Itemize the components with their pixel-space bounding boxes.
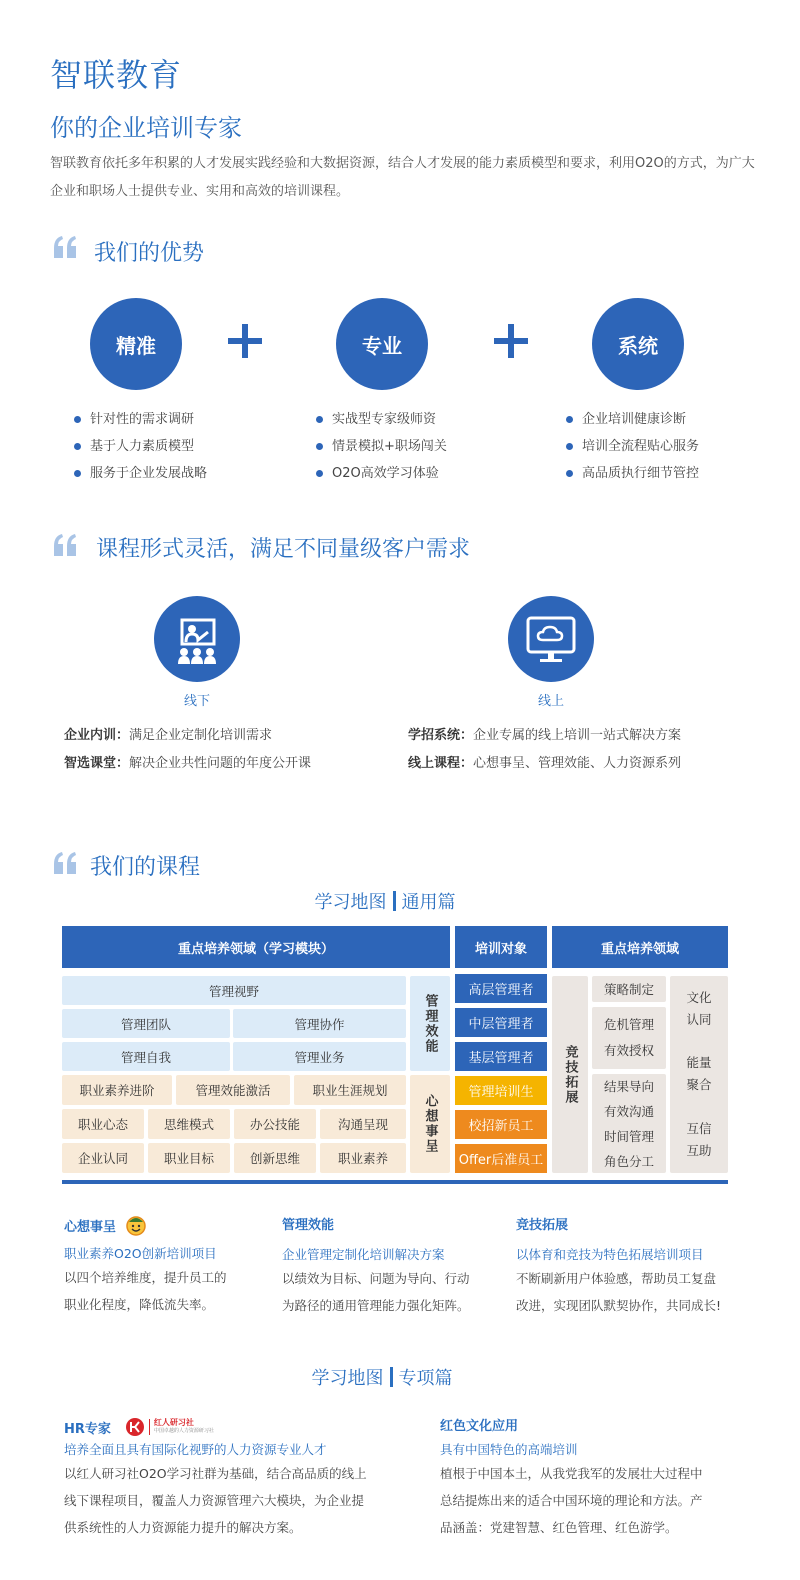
offline-label: 线下 <box>183 694 210 709</box>
vertical-label: 竞技拓展 <box>562 1044 578 1105</box>
logo-subtext: 中国卓越的人力资源研习社 <box>153 1428 214 1434</box>
table-cell: 管理协作 <box>233 1009 406 1038</box>
culture-line: 能量 <box>686 1055 712 1071</box>
map-title-special <box>232 1364 532 1390</box>
text-line: 总结提炼出来的适合中国环境的理论和方法。产 <box>440 1493 703 1508</box>
table-cell: 创新思维 <box>234 1143 316 1173</box>
row-text: 解决企业共性问题的年度公开课 <box>129 756 312 771</box>
special-text <box>440 1460 760 1541</box>
plus-icon <box>228 324 262 358</box>
course-col-1 <box>64 1214 264 1318</box>
online-row-2 <box>408 752 681 771</box>
col-title: 竞技拓展 <box>516 1218 569 1233</box>
quote-icon <box>52 534 78 556</box>
list-item: 高品质执行细节管控 <box>564 460 699 487</box>
text-line: 以绩效为目标、问题为导向、行动 <box>282 1271 470 1286</box>
target-trainee: 管理培训生 <box>455 1076 547 1105</box>
classroom-icon <box>154 596 240 682</box>
section-title-formats: 课程形式灵活，满足不同量级客户需求 <box>96 537 471 562</box>
offline-row-1 <box>64 724 272 743</box>
list-item: 服务于企业发展战略 <box>72 460 207 487</box>
list-item: 针对性的需求调研 <box>72 406 207 433</box>
cell-line: 时间管理 <box>603 1128 654 1144</box>
advantage-list-1 <box>72 406 207 487</box>
table-bottom-rule <box>62 1180 728 1184</box>
text-line: 为路径的通用管理能力强化矩阵。 <box>282 1298 470 1313</box>
target-graduate: 校招新员工 <box>455 1110 547 1139</box>
text-line: 以四个培养维度，提升员工的 <box>64 1270 227 1285</box>
table-cell: 管理自我 <box>62 1042 230 1071</box>
culture-line: 聚合 <box>686 1077 712 1093</box>
map-title-general <box>235 888 535 914</box>
online-circle <box>508 596 594 682</box>
culture-line: 互信 <box>686 1121 712 1137</box>
map-title-right: 专项篇 <box>398 1368 453 1389</box>
vertical-label: 管理效能 <box>422 993 438 1054</box>
special-col-red <box>440 1416 760 1541</box>
table-cell <box>592 1007 666 1069</box>
culture-item <box>686 1052 711 1096</box>
culture-line: 互助 <box>686 1143 712 1159</box>
quote-icon <box>52 852 78 874</box>
table-cell: 企业认同 <box>62 1143 144 1173</box>
col-text <box>64 1264 264 1318</box>
table-cell: 管理视野 <box>62 976 406 1005</box>
table-culture-column <box>670 976 728 1173</box>
table-vertical-sport <box>552 976 588 1173</box>
text-line: 不断刷新用户体验感，帮助员工复盘 <box>516 1271 717 1286</box>
target-senior: 高层管理者 <box>455 974 547 1003</box>
culture-line: 文化 <box>686 989 712 1005</box>
row-text: 企业专属的线上培训一站式解决方案 <box>473 728 682 743</box>
special-title: 红色文化应用 <box>440 1419 519 1434</box>
special-title: HR专家 <box>64 1421 111 1437</box>
advantage-circle-3: 系统 <box>592 298 684 390</box>
quote-icon <box>52 236 78 258</box>
table-cell: 办公技能 <box>234 1109 316 1139</box>
text-line: 品涵盖：党建智慧、红色管理、红色游学。 <box>440 1520 678 1535</box>
tagline: 你的企业培训专家 <box>50 114 242 142</box>
list-item: 情景模拟+职场闯关 <box>314 433 447 460</box>
list-item: 基于人力素质模型 <box>72 433 207 460</box>
table-cell: 职业心态 <box>62 1109 144 1139</box>
smiley-icon <box>125 1214 147 1236</box>
list-item: O2O高效学习体验 <box>314 460 447 487</box>
culture-item <box>686 987 711 1031</box>
logo-text: 红人研习社 <box>153 1418 194 1427</box>
list-item: 培训全流程贴心服务 <box>564 433 699 460</box>
table-cell: 职业生涯规划 <box>294 1075 406 1105</box>
table-cell: 管理效能激活 <box>176 1075 290 1105</box>
cell-line: 有效授权 <box>603 1043 654 1058</box>
special-col-hr <box>64 1416 404 1541</box>
brand-title: 智联教育 <box>50 56 183 94</box>
table-header-modules: 重点培养领域（学习模块） <box>62 926 450 968</box>
table-cell: 管理团队 <box>62 1009 230 1038</box>
culture-item <box>686 1118 711 1162</box>
list-item: 实战型专家级师资 <box>314 406 447 433</box>
table-vertical-heart <box>410 1075 450 1173</box>
row-key: 线上课程： <box>408 756 474 771</box>
text-line: 植根于中国本土，从我党我军的发展壮大过程中 <box>440 1466 703 1481</box>
target-junior: 基层管理者 <box>455 1042 547 1071</box>
vertical-label: 心想事呈 <box>422 1094 438 1154</box>
target-offer: Offer后准员工 <box>455 1144 547 1173</box>
course-col-3 <box>516 1214 746 1319</box>
advantage-list-3 <box>564 406 699 487</box>
col-title-text: 心想事呈 <box>64 1220 117 1235</box>
course-col-2 <box>282 1214 502 1319</box>
offline-circle <box>154 596 240 682</box>
col-title <box>64 1214 264 1236</box>
col-title: 管理效能 <box>282 1218 335 1233</box>
table-cell: 职业素养进阶 <box>62 1075 172 1105</box>
table-header-targets: 培训对象 <box>455 926 547 968</box>
table-cell <box>592 1074 666 1173</box>
special-subtitle: 培养全面且具有国际化视野的人力资源专业人才 <box>64 1442 327 1457</box>
row-key: 学招系统： <box>408 728 474 743</box>
col-text <box>516 1265 746 1319</box>
table-cell: 沟通呈现 <box>320 1109 406 1139</box>
offline-row-2 <box>64 752 311 771</box>
table-cell: 策略制定 <box>592 976 666 1002</box>
text-line: 供系统性的人力资源能力提升的解决方案。 <box>64 1520 302 1535</box>
list-item: 企业培训健康诊断 <box>564 406 699 433</box>
text-line: 改进，实现团队默契协作，共同成长! <box>516 1298 722 1313</box>
table-vertical-mgmt <box>410 976 450 1071</box>
text-line: 线下课程项目，覆盖人力资源管理六大模块，为企业提 <box>64 1493 365 1508</box>
plus-icon <box>494 324 528 358</box>
cell-line: 危机管理 <box>603 1017 654 1032</box>
table-cell: 思维模式 <box>148 1109 230 1139</box>
online-label: 线上 <box>537 694 564 709</box>
table-cell: 职业目标 <box>148 1143 230 1173</box>
special-title-row <box>64 1416 404 1438</box>
row-key: 智选课堂： <box>64 756 130 771</box>
advantage-circle-1: 精准 <box>90 298 182 390</box>
advantage-list-2 <box>314 406 447 487</box>
special-text <box>64 1460 404 1541</box>
row-text: 心想事呈、管理效能、人力资源系列 <box>473 756 682 771</box>
hongren-logo <box>125 1417 214 1437</box>
col-subtitle: 以体育和竞技为特色拓展培训项目 <box>516 1247 704 1262</box>
map-title-left: 学习地图 <box>311 1368 384 1389</box>
col-text <box>282 1265 502 1319</box>
hongren-logo-icon <box>125 1417 145 1437</box>
section-title-courses: 我们的课程 <box>90 855 201 880</box>
table-cell: 管理业务 <box>233 1042 406 1071</box>
target-middle: 中层管理者 <box>455 1008 547 1037</box>
cell-line: 角色分工 <box>603 1153 654 1169</box>
cloud-monitor-icon <box>508 596 594 682</box>
map-title-left: 学习地图 <box>314 892 387 913</box>
col-subtitle: 企业管理定制化培训解决方案 <box>282 1247 445 1262</box>
cell-line: 结果导向 <box>603 1078 654 1094</box>
intro-text: 智联教育依托多年积累的人才发展实践经验和大数据资源，结合人才发展的能力素质模型和要求，利用O2O的方式，为广大企业和职场人士提供专业、实用和高效的培训课程。 <box>50 156 755 199</box>
special-subtitle: 具有中国特色的高端培训 <box>440 1442 578 1457</box>
map-title-right: 通用篇 <box>401 892 456 913</box>
row-text: 满足企业定制化培训需求 <box>129 728 273 743</box>
row-key: 企业内训： <box>64 728 130 743</box>
table-cell: 职业素养 <box>320 1143 406 1173</box>
col-subtitle: 职业素养O2O创新培训项目 <box>64 1246 217 1261</box>
culture-line: 认同 <box>686 1011 712 1027</box>
online-row-1 <box>408 724 681 743</box>
table-header-areas: 重点培养领域 <box>552 926 728 968</box>
cell-line: 有效沟通 <box>603 1103 654 1119</box>
text-line: 职业化程度，降低流失率。 <box>64 1297 215 1312</box>
section-title-advantages: 我们的优势 <box>94 241 205 266</box>
advantage-circle-2: 专业 <box>336 298 428 390</box>
text-line: 以红人研习社O2O学习社群为基础，结合高品质的线上 <box>64 1466 367 1481</box>
